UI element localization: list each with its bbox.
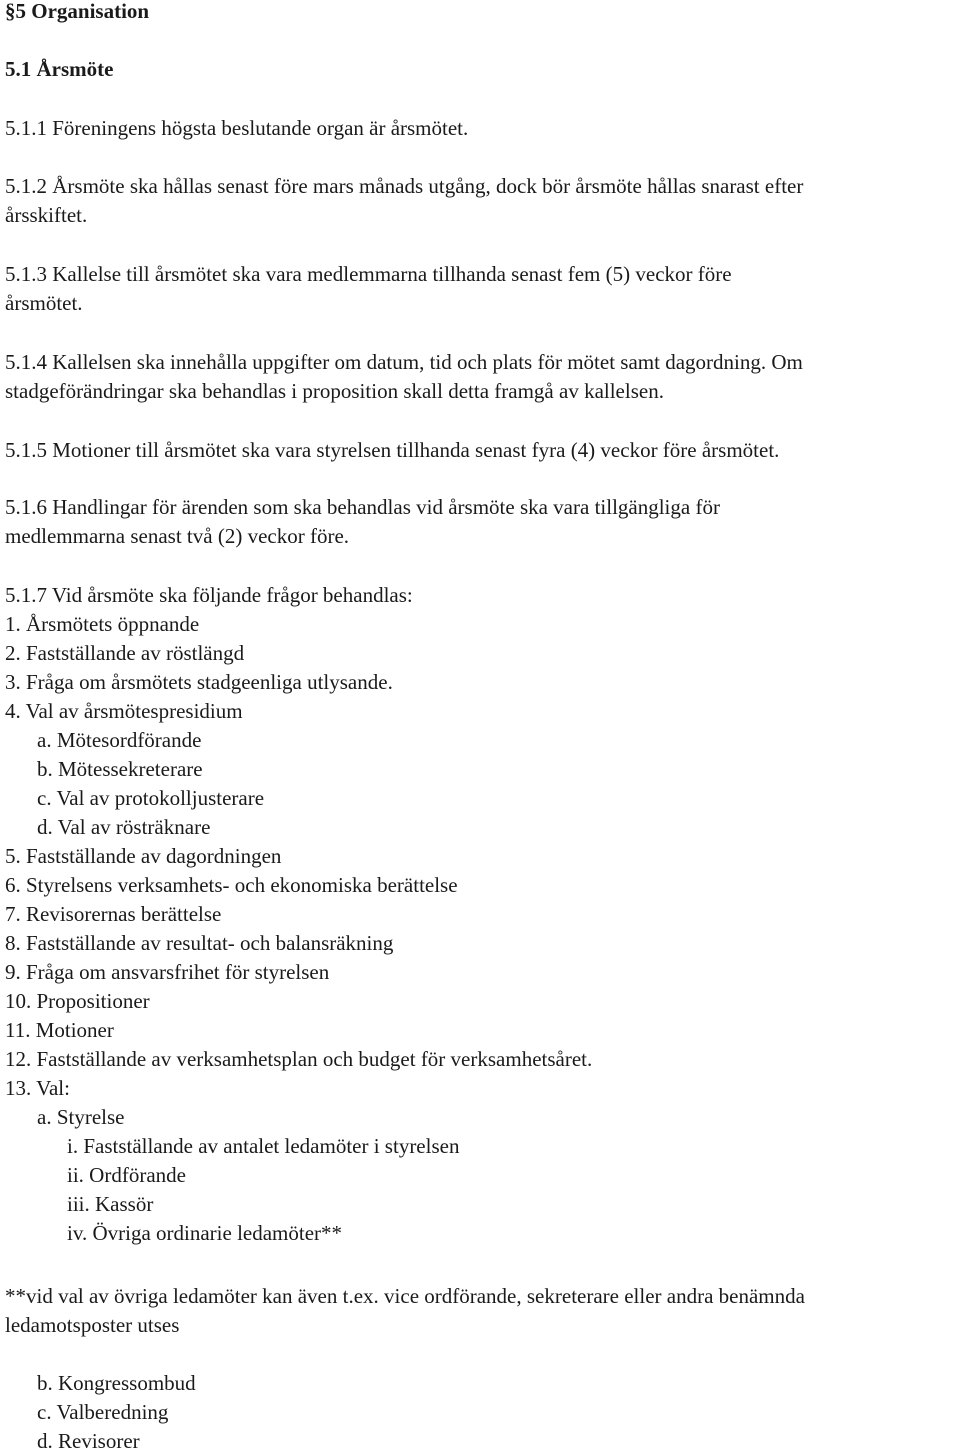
section-heading: §5 Organisation bbox=[5, 0, 150, 23]
agenda-item: 5. Fastställande av dagordningen bbox=[5, 844, 282, 868]
paragraph-5-1-7: 5.1.7 Vid årsmöte ska följande frågor behandlas: bbox=[5, 583, 413, 607]
agenda-subsubitem: i. Fastställande av antalet ledamöter i styrelsen bbox=[67, 1134, 460, 1158]
footnote-line2: ledamotsposter utses bbox=[5, 1313, 180, 1337]
agenda-subsubitem: ii. Ordförande bbox=[67, 1163, 186, 1187]
agenda-item: 9. Fråga om ansvarsfrihet för styrelsen bbox=[5, 960, 330, 984]
paragraph-5-1-4-line2: stadgeförändringar ska behandlas i proposition skall detta framgå av kallelsen. bbox=[5, 379, 664, 403]
agenda-item: 8. Fastställande av resultat- och balansräkning bbox=[5, 931, 394, 955]
agenda-subitem: d. Revisorer bbox=[37, 1429, 140, 1453]
agenda-subitem: a. Mötesordförande bbox=[37, 728, 202, 752]
agenda-item: 12. Fastställande av verksamhetsplan och budget för verksamhetsåret. bbox=[5, 1047, 593, 1071]
subsection-heading: 5.1 Årsmöte bbox=[5, 57, 114, 81]
agenda-subitem: b. Kongressombud bbox=[37, 1371, 196, 1395]
paragraph-5-1-4-line1: 5.1.4 Kallelsen ska innehålla uppgifter om datum, tid och plats för mötet samt dagordning. Om bbox=[5, 350, 803, 374]
agenda-subitem: a. Styrelse bbox=[37, 1105, 125, 1129]
agenda-subitem: b. Mötessekreterare bbox=[37, 757, 203, 781]
agenda-item: 3. Fråga om årsmötets stadgeenliga utlysande. bbox=[5, 670, 393, 694]
agenda-item: 10. Propositioner bbox=[5, 989, 150, 1013]
paragraph-5-1-5: 5.1.5 Motioner till årsmötet ska vara styrelsen tillhanda senast fyra (4) veckor före årsmötet. bbox=[5, 438, 780, 462]
agenda-item: 4. Val av årsmötespresidium bbox=[5, 699, 243, 723]
agenda-item: 2. Fastställande av röstlängd bbox=[5, 641, 245, 665]
paragraph-5-1-2-line1: 5.1.2 Årsmöte ska hållas senast före mars månads utgång, dock bör årsmöte hållas snarast efter bbox=[5, 174, 804, 198]
paragraph-5-1-6-line1: 5.1.6 Handlingar för ärenden som ska behandlas vid årsmöte ska vara tillgängliga för bbox=[5, 495, 720, 519]
paragraph-5-1-2-line2: årsskiftet. bbox=[5, 203, 88, 227]
paragraph-5-1-3-line1: 5.1.3 Kallelse till årsmötet ska vara medlemmarna tillhanda senast fem (5) veckor före bbox=[5, 262, 732, 286]
agenda-subitem: c. Valberedning bbox=[37, 1400, 169, 1424]
agenda-item: 1. Årsmötets öppnande bbox=[5, 612, 200, 636]
paragraph-5-1-6-line2: medlemmarna senast två (2) veckor före. bbox=[5, 524, 350, 548]
agenda-item: 6. Styrelsens verksamhets- och ekonomiska berättelse bbox=[5, 873, 458, 897]
agenda-item: 13. Val: bbox=[5, 1076, 70, 1100]
agenda-subsubitem: iv. Övriga ordinarie ledamöter** bbox=[67, 1221, 343, 1245]
footnote-line1: **vid val av övriga ledamöter kan även t.ex. vice ordförande, sekreterare eller andra benämnda bbox=[5, 1284, 805, 1308]
paragraph-5-1-3-line2: årsmötet. bbox=[5, 291, 83, 315]
paragraph-5-1-1: 5.1.1 Föreningens högsta beslutande organ är årsmötet. bbox=[5, 116, 469, 140]
agenda-subitem: d. Val av rösträknare bbox=[37, 815, 211, 839]
agenda-item: 11. Motioner bbox=[5, 1018, 114, 1042]
agenda-item: 7. Revisorernas berättelse bbox=[5, 902, 222, 926]
agenda-subsubitem: iii. Kassör bbox=[67, 1192, 154, 1216]
agenda-subitem: c. Val av protokolljusterare bbox=[37, 786, 265, 810]
